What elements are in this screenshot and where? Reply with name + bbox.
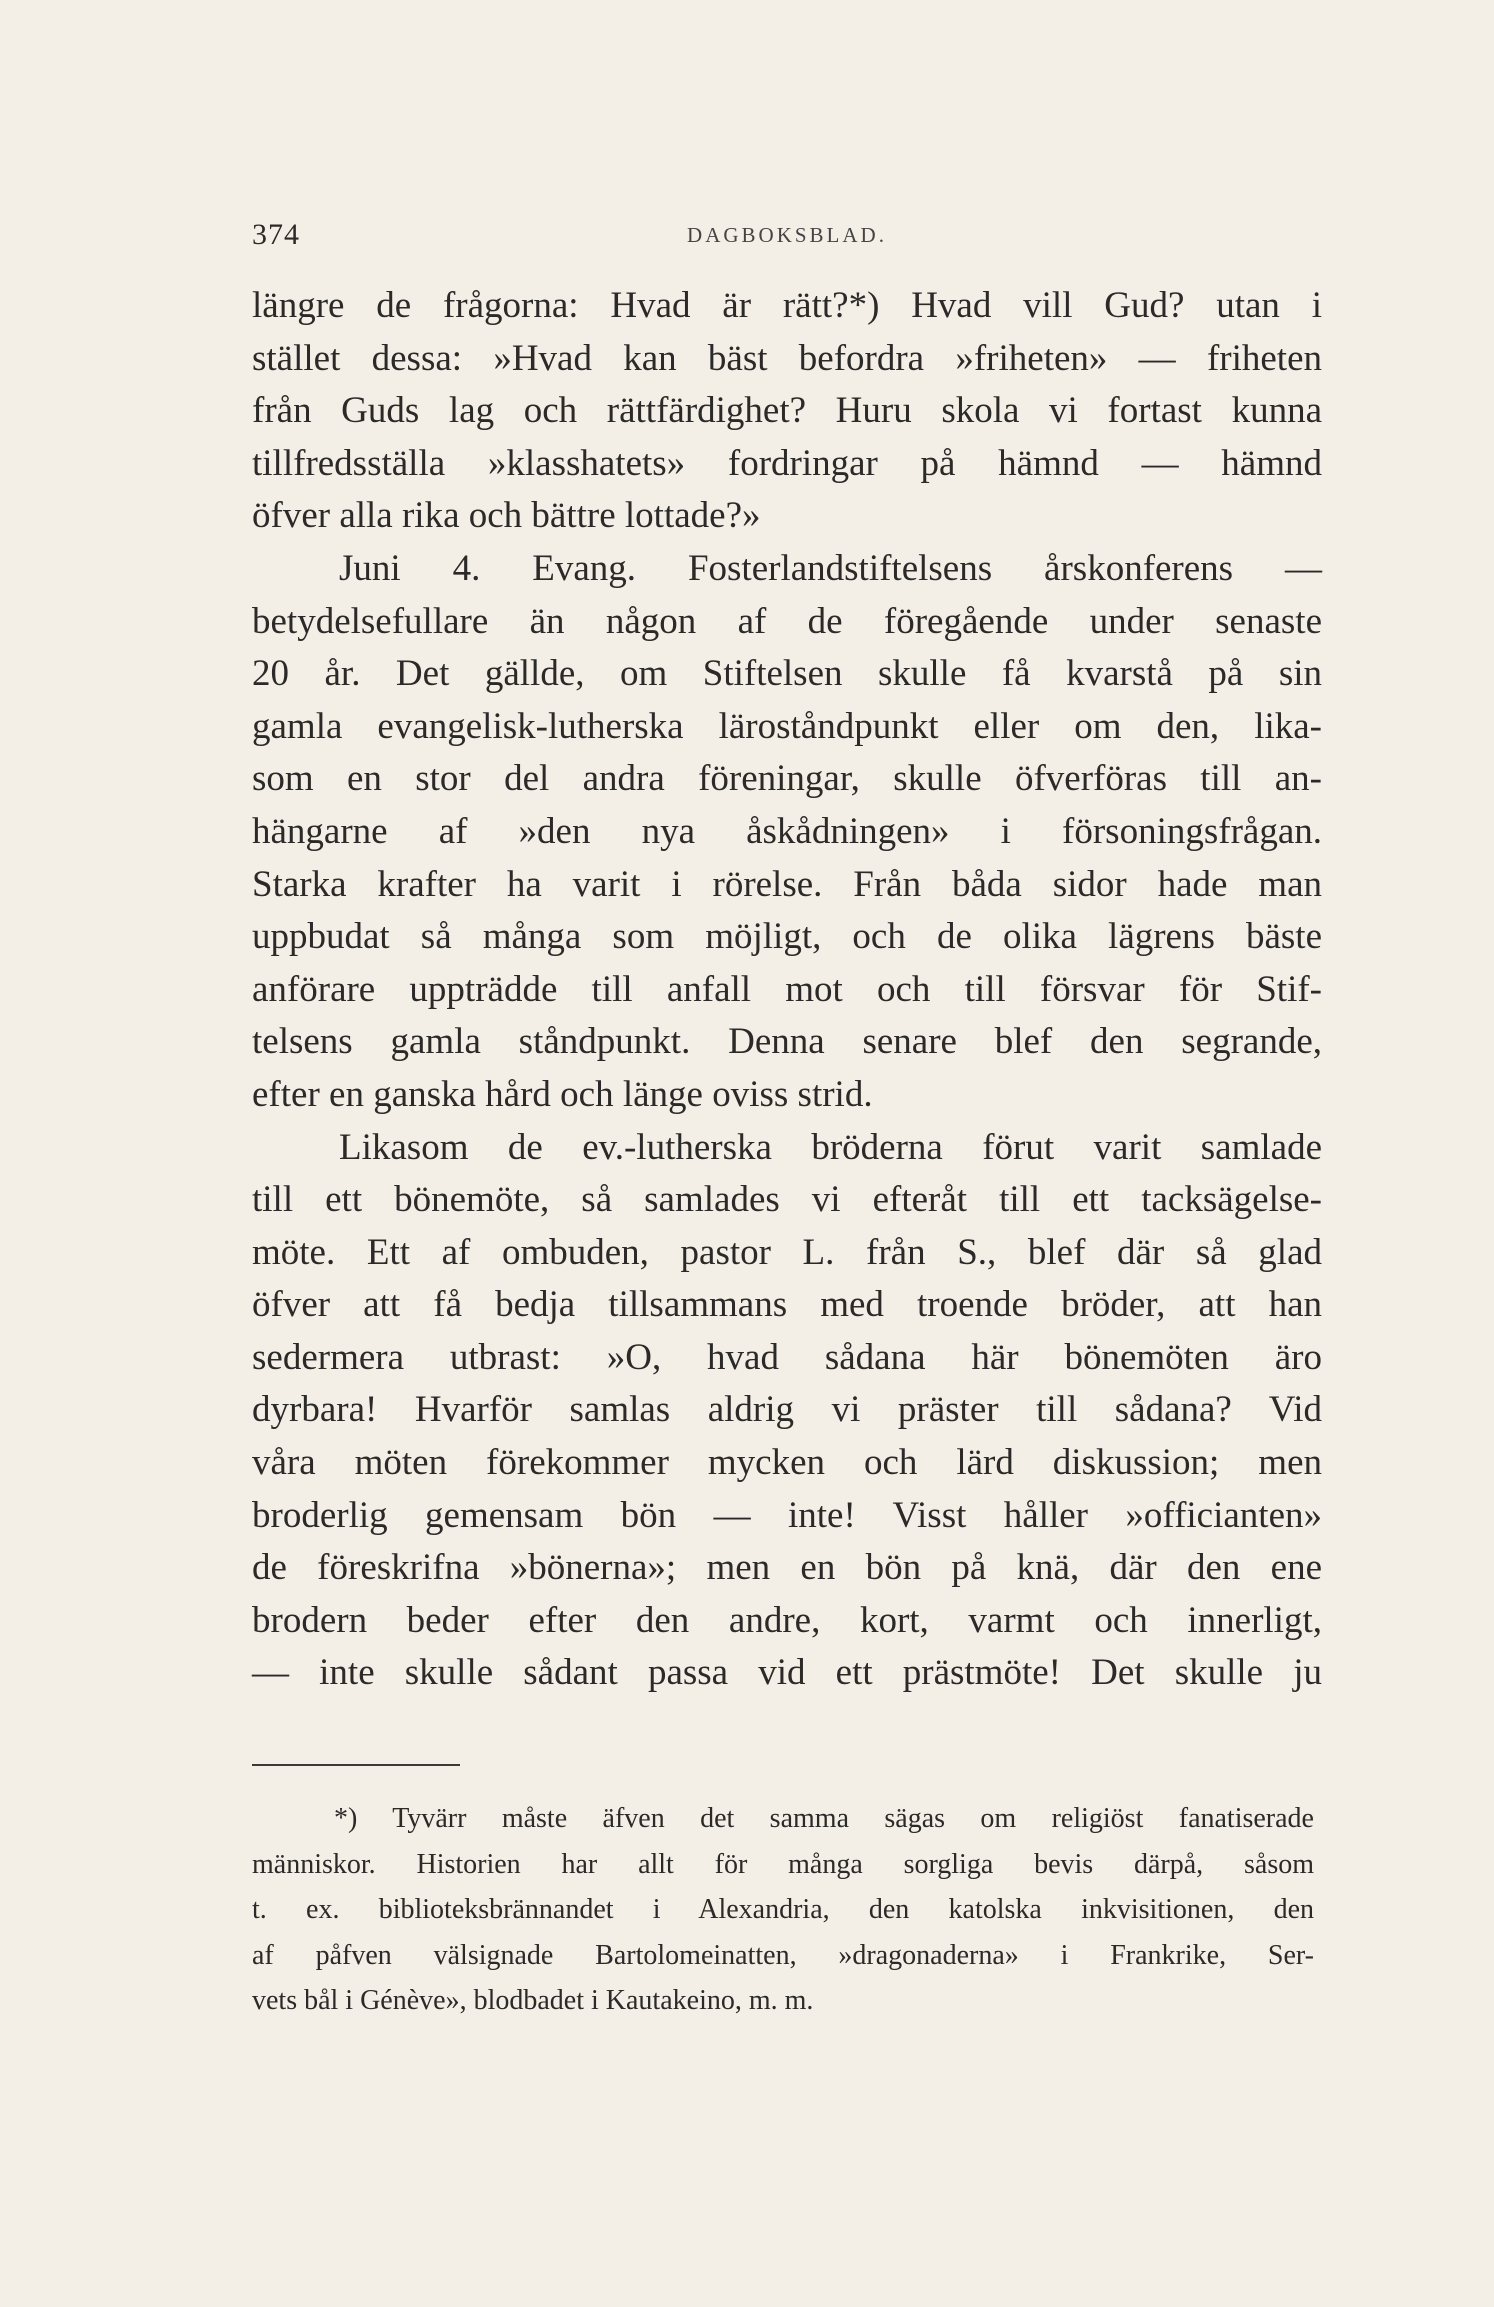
page-header bbox=[252, 218, 1322, 258]
text-line: broderlig gemensam bön — inte! Visst håller »officianten» bbox=[252, 1494, 1322, 1536]
text-line: Juni 4. Evang. Fosterlandstiftelsens årskonferens — bbox=[339, 547, 1322, 589]
text-line: stället dessa: »Hvad kan bäst befordra »friheten» — friheten bbox=[252, 337, 1322, 379]
footnote-line: af påfven välsignade Bartolomeinatten, »dragonaderna» i Frankrike, Ser- bbox=[252, 1939, 1314, 1971]
text-line: våra möten förekommer mycken och lärd diskussion; men bbox=[252, 1442, 1322, 1484]
footnote-line: t. ex. biblioteksbrännandet i Alexandria, den katolska inkvisitionen, den bbox=[252, 1894, 1314, 1925]
text-line: betydelsefullare än någon af de föregående under senaste bbox=[252, 600, 1322, 642]
page-number: 374 bbox=[252, 218, 300, 251]
text-line: brodern beder efter den andre, kort, varmt och innerligt, bbox=[252, 1599, 1322, 1641]
footnotes bbox=[252, 1796, 1314, 2024]
text-line: telsens gamla ståndpunkt. Denna senare blef den segrande, bbox=[252, 1021, 1322, 1063]
text-line: sedermera utbrast: »O, hvad sådana här bönemöten äro bbox=[252, 1336, 1322, 1378]
text-line: möte. Ett af ombuden, pastor L. från S., blef där så glad bbox=[252, 1231, 1322, 1273]
text-line: från Guds lag och rättfärdighet? Huru skola vi fortast kunna bbox=[252, 390, 1322, 432]
text-line: öfver att få bedja tillsammans med troende bröder, att han bbox=[252, 1284, 1322, 1326]
text-line: öfver alla rika och bättre lottade?» bbox=[252, 495, 761, 537]
text-line: längre de frågorna: Hvad är rätt?*) Hvad vill Gud? utan i bbox=[252, 285, 1322, 326]
text-line: gamla evangelisk-lutherska läroståndpunkt eller om den, lika- bbox=[252, 705, 1322, 747]
text-line: hängarne af »den nya åskådningen» i försoningsfrågan. bbox=[252, 810, 1322, 852]
text-line: 20 år. Det gällde, om Stiftelsen skulle få kvarstå på sin bbox=[252, 653, 1322, 695]
text-line: till ett bönemöte, så samlades vi efteråt till ett tacksägelse- bbox=[252, 1179, 1322, 1221]
text-line: — inte skulle sådant passa vid ett prästmöte! Det skulle ju bbox=[252, 1652, 1322, 1694]
footnote-line: vets bål i Génève», blodbadet i Kautakeino, m. m. bbox=[252, 1985, 814, 2016]
text-line: uppbudat så många som möjligt, och de olika lägrens bäste bbox=[252, 916, 1322, 958]
text-line: Likasom de ev.-lutherska bröderna förut varit samlade bbox=[339, 1126, 1322, 1168]
text-line: Starka krafter ha varit i rörelse. Från båda sidor hade man bbox=[252, 863, 1322, 905]
body-text bbox=[252, 280, 1322, 1700]
text-line: anförare uppträdde till anfall mot och till försvar för Stif- bbox=[252, 968, 1322, 1010]
running-head: DAGBOKSBLAD. bbox=[687, 223, 887, 247]
footnote-line: *) Tyvärr måste äfven det samma sägas om religiöst fanatiserade bbox=[334, 1803, 1314, 1834]
text-line: efter en ganska hård och länge oviss strid. bbox=[252, 1073, 873, 1115]
text-line: de föreskrifna »bönerna»; men en bön på knä, där den ene bbox=[252, 1547, 1322, 1589]
text-line: som en stor del andra föreningar, skulle öfverföras till an- bbox=[252, 758, 1322, 800]
footnote-divider bbox=[252, 1764, 460, 1766]
text-line: dyrbara! Hvarför samlas aldrig vi präster till sådana? Vid bbox=[252, 1389, 1322, 1431]
text-line: tillfredsställa »klasshatets» fordringar på hämnd — hämnd bbox=[252, 442, 1322, 484]
footnote-line: människor. Historien har allt för många sorgliga bevis därpå, såsom bbox=[252, 1848, 1314, 1880]
